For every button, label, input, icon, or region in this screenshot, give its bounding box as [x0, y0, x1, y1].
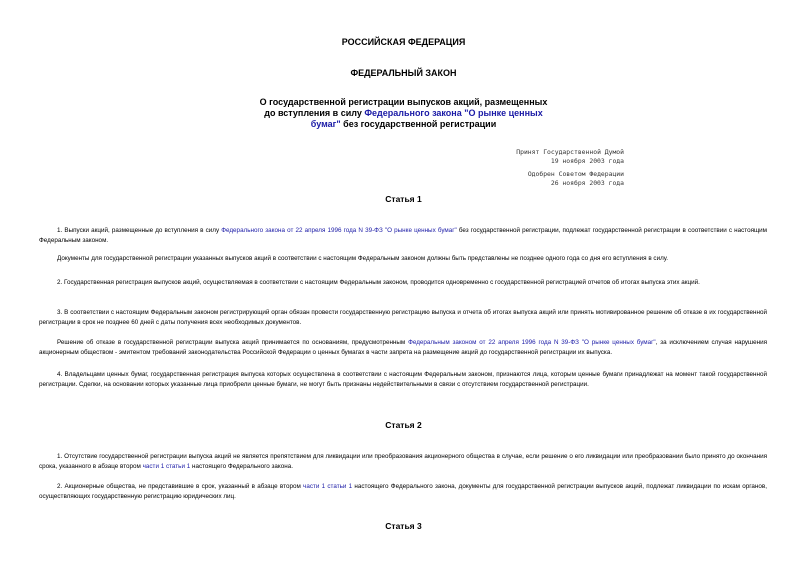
article-1-heading: Статья 1 — [385, 194, 422, 204]
council-approval-line1: Одобрен Советом Федерации — [527, 170, 624, 178]
law-title-line3 — [0, 119, 807, 130]
article-1-paragraph-3: 2. Государственная регистрация выпусков акций, осуществляемая в соответствии с настоящим Федеральным законом, проводится одновременно с государственной регистрацией отчетов об итогах выпуска этих акций. — [57, 279, 700, 286]
law-title-line3-text: без государственной регистрации — [340, 119, 497, 129]
article-1-paragraph-1 — [39, 226, 767, 245]
securities-law-1996-link[interactable]: Федерального закона от 22 апреля 1996 года N 39-ФЗ "О рынке ценных бумаг" — [221, 227, 457, 234]
article-1-p1-text-end: без государственной регистрации, подлежат государственной регистрации в соответствии с настоящим Федеральным законом. — [39, 227, 768, 244]
article-1-p1-text: 1. Выпуски акций, размещенные до вступления в силу — [57, 227, 222, 234]
article-2-p2-text-end: настоящего Федерального закона, документы для государственной регистрации выпусков акций, подлежат ликвидации по искам органов, осуществляющих государственную регистрацию юридических лиц. — [39, 483, 767, 500]
article-2-heading: Статья 2 — [385, 420, 422, 430]
duma-adoption-line1: Принят Государственной Думой — [516, 148, 624, 156]
article-2-p1-text: 1. Отсутствие государственной регистрации выпуска акций не является препятствием для ликвидации или преобразования акционерного общества в случае, если решение о его ликвидации или преобразовании было принято до окончания срока, указанного в абзаце втором — [39, 453, 767, 470]
article-1-p5-text: Решение об отказе в государственной регистрации выпуска акций принимается по основаниям, предусмотренным — [57, 339, 409, 346]
law-title-line2-text: до вступления в силу — [264, 108, 365, 118]
law-title-line1: О государственной регистрации выпусков акций, размещенных — [259, 97, 548, 107]
part-1-article-1-link[interactable]: части 1 статьи 1 — [142, 462, 191, 470]
article-2-p2-text: 2. Акционерные общества, не представившие в срок, указанный в абзаце втором — [57, 483, 304, 490]
securities-law-link[interactable]: Федерального закона "О рынке ценных — [364, 108, 543, 118]
duma-adoption — [470, 148, 624, 166]
part-1-article-1-link-2[interactable]: части 1 статьи 1 — [303, 483, 353, 490]
country-heading: РОССИЙСКАЯ ФЕДЕРАЦИЯ — [341, 37, 466, 47]
article-1-paragraph-5 — [39, 338, 767, 357]
article-2-paragraph-1 — [39, 452, 767, 471]
law-title-line2 — [0, 108, 807, 119]
council-approval — [470, 170, 624, 188]
securities-law-1996-link-2[interactable]: Федеральным законом от 22 апреля 1996 года N 39-ФЗ "О рынке ценных бумаг" — [408, 339, 656, 346]
securities-law-link-cont[interactable]: бумаг" — [310, 119, 341, 129]
article-2-p1-text-end: настоящего Федерального закона. — [190, 462, 293, 470]
council-approval-date: 26 ноября 2003 года — [550, 179, 624, 187]
article-1-paragraph-6: 4. Владельцами ценных бумаг, государственная регистрация выпуска которых осуществлена в соответствии с настоящим Федеральным законом, признаются лица, которым ценные бумаги принадлежат на момент такой государственной регистрации. Сделки, на основании которых указанные лица приобрели ценные бумаги, не могут быть признаны недействительными в связи с отсутствием государственной регистрации. — [39, 371, 767, 388]
duma-adoption-date: 19 ноября 2003 года — [550, 157, 624, 165]
article-1-paragraph-4: 3. В соответствии с настоящим Федеральным законом регистрирующий орган обязан провести государственную регистрацию выпуска и отчета об итогах выпуска акций или принять мотивированное решение об отказе в их государственной регистрации в срок не позднее 60 дней с даты получения всех необходимых документов. — [39, 309, 767, 326]
article-1-p5-text-end: , за исключением случая нарушения акционерным обществом - эмитентом требований законодательства Российской Федерации о ценных бумагах в части запрета на размещение акций до государственной регистрации их выпуска. — [39, 339, 767, 356]
article-2-paragraph-2 — [39, 482, 767, 501]
law-title — [0, 97, 807, 130]
article-1-paragraph-2: Документы для государственной регистрации указанных выпусков акций в соответствии с настоящим Федеральным законом должны быть представлены не позднее одного года со дня его вступления в силу. — [57, 255, 669, 262]
article-3-heading: Статья 3 — [385, 521, 422, 531]
law-type-heading: ФЕДЕРАЛЬНЫЙ ЗАКОН — [350, 68, 457, 78]
